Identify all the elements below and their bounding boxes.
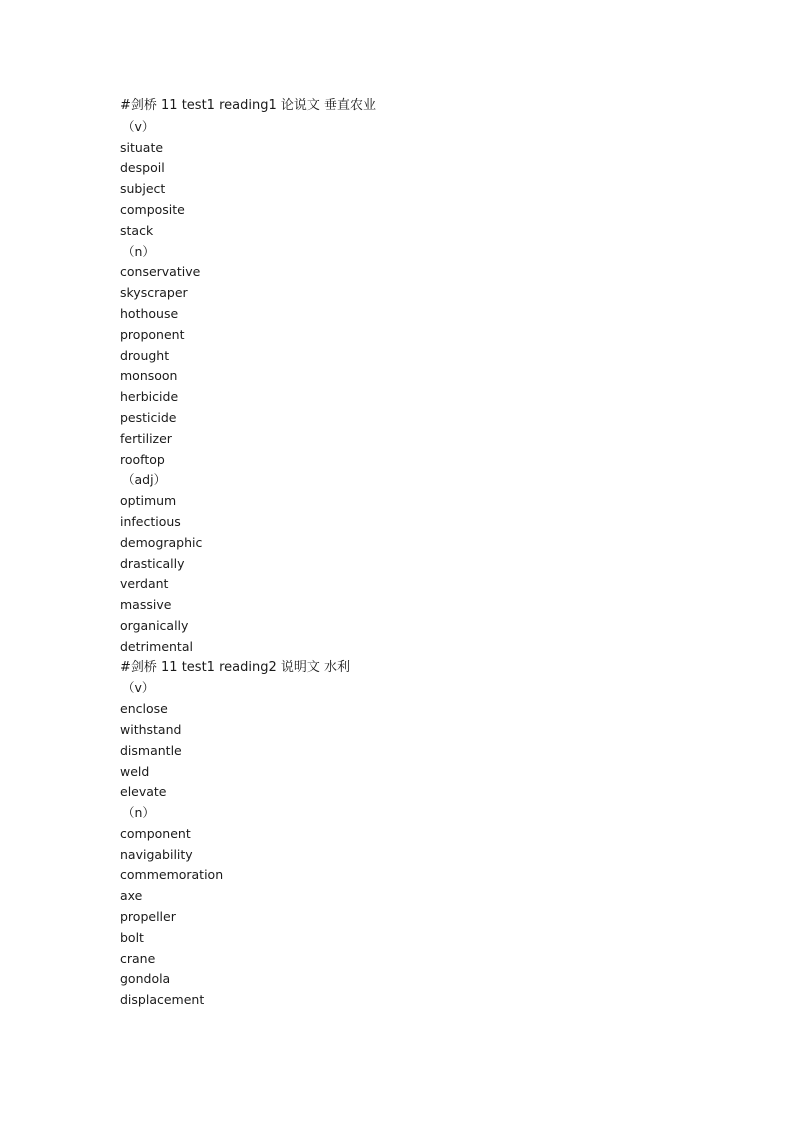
- section-heading: #剑桥 11 test1 reading1 论说文 垂直农业: [120, 98, 376, 113]
- part-of-speech-label: （v）: [122, 118, 155, 134]
- word-item: herbicide: [120, 389, 179, 405]
- section-heading: #剑桥 11 test1 reading2 说明文 水利: [120, 659, 350, 675]
- part-of-speech-label: （n）: [122, 805, 155, 821]
- word-item: infectious: [120, 513, 181, 529]
- word-item: crane: [120, 950, 156, 966]
- word-item: despoil: [120, 160, 165, 176]
- part-of-speech-label: （n）: [122, 243, 155, 259]
- word-item: subject: [120, 181, 166, 197]
- word-item: elevate: [120, 784, 167, 800]
- word-item: axe: [120, 888, 143, 904]
- part-of-speech-label: （v）: [122, 680, 155, 696]
- word-item: conservative: [120, 264, 201, 280]
- word-item: monsoon: [120, 368, 178, 384]
- word-item: proponent: [120, 326, 185, 342]
- word-item: verdant: [120, 576, 169, 592]
- word-item: gondola: [120, 971, 171, 987]
- word-item: propeller: [120, 909, 176, 925]
- vocabulary-list: [120, 96, 720, 1011]
- word-item: navigability: [120, 846, 193, 862]
- word-item: dismantle: [120, 742, 182, 758]
- part-of-speech-label: （adj）: [122, 472, 167, 488]
- word-item: hothouse: [120, 305, 179, 321]
- word-item: situate: [120, 139, 164, 155]
- word-item: commemoration: [120, 867, 224, 883]
- word-item: optimum: [120, 493, 177, 509]
- word-item: fertilizer: [120, 430, 172, 446]
- word-item: enclose: [120, 701, 168, 717]
- word-item: component: [120, 825, 191, 841]
- word-item: displacement: [120, 992, 205, 1008]
- word-item: massive: [120, 597, 172, 613]
- word-item: drastically: [120, 555, 185, 571]
- word-item: composite: [120, 201, 185, 217]
- word-item: pesticide: [120, 409, 177, 425]
- word-item: skyscraper: [120, 285, 188, 301]
- word-item: drought: [120, 347, 170, 363]
- word-item: weld: [120, 763, 150, 779]
- word-item: organically: [120, 617, 189, 633]
- word-item: rooftop: [120, 451, 165, 467]
- word-item: detrimental: [120, 638, 193, 654]
- word-item: demographic: [120, 534, 203, 550]
- word-item: withstand: [120, 721, 182, 737]
- word-item: stack: [120, 222, 154, 238]
- word-item: bolt: [120, 929, 144, 945]
